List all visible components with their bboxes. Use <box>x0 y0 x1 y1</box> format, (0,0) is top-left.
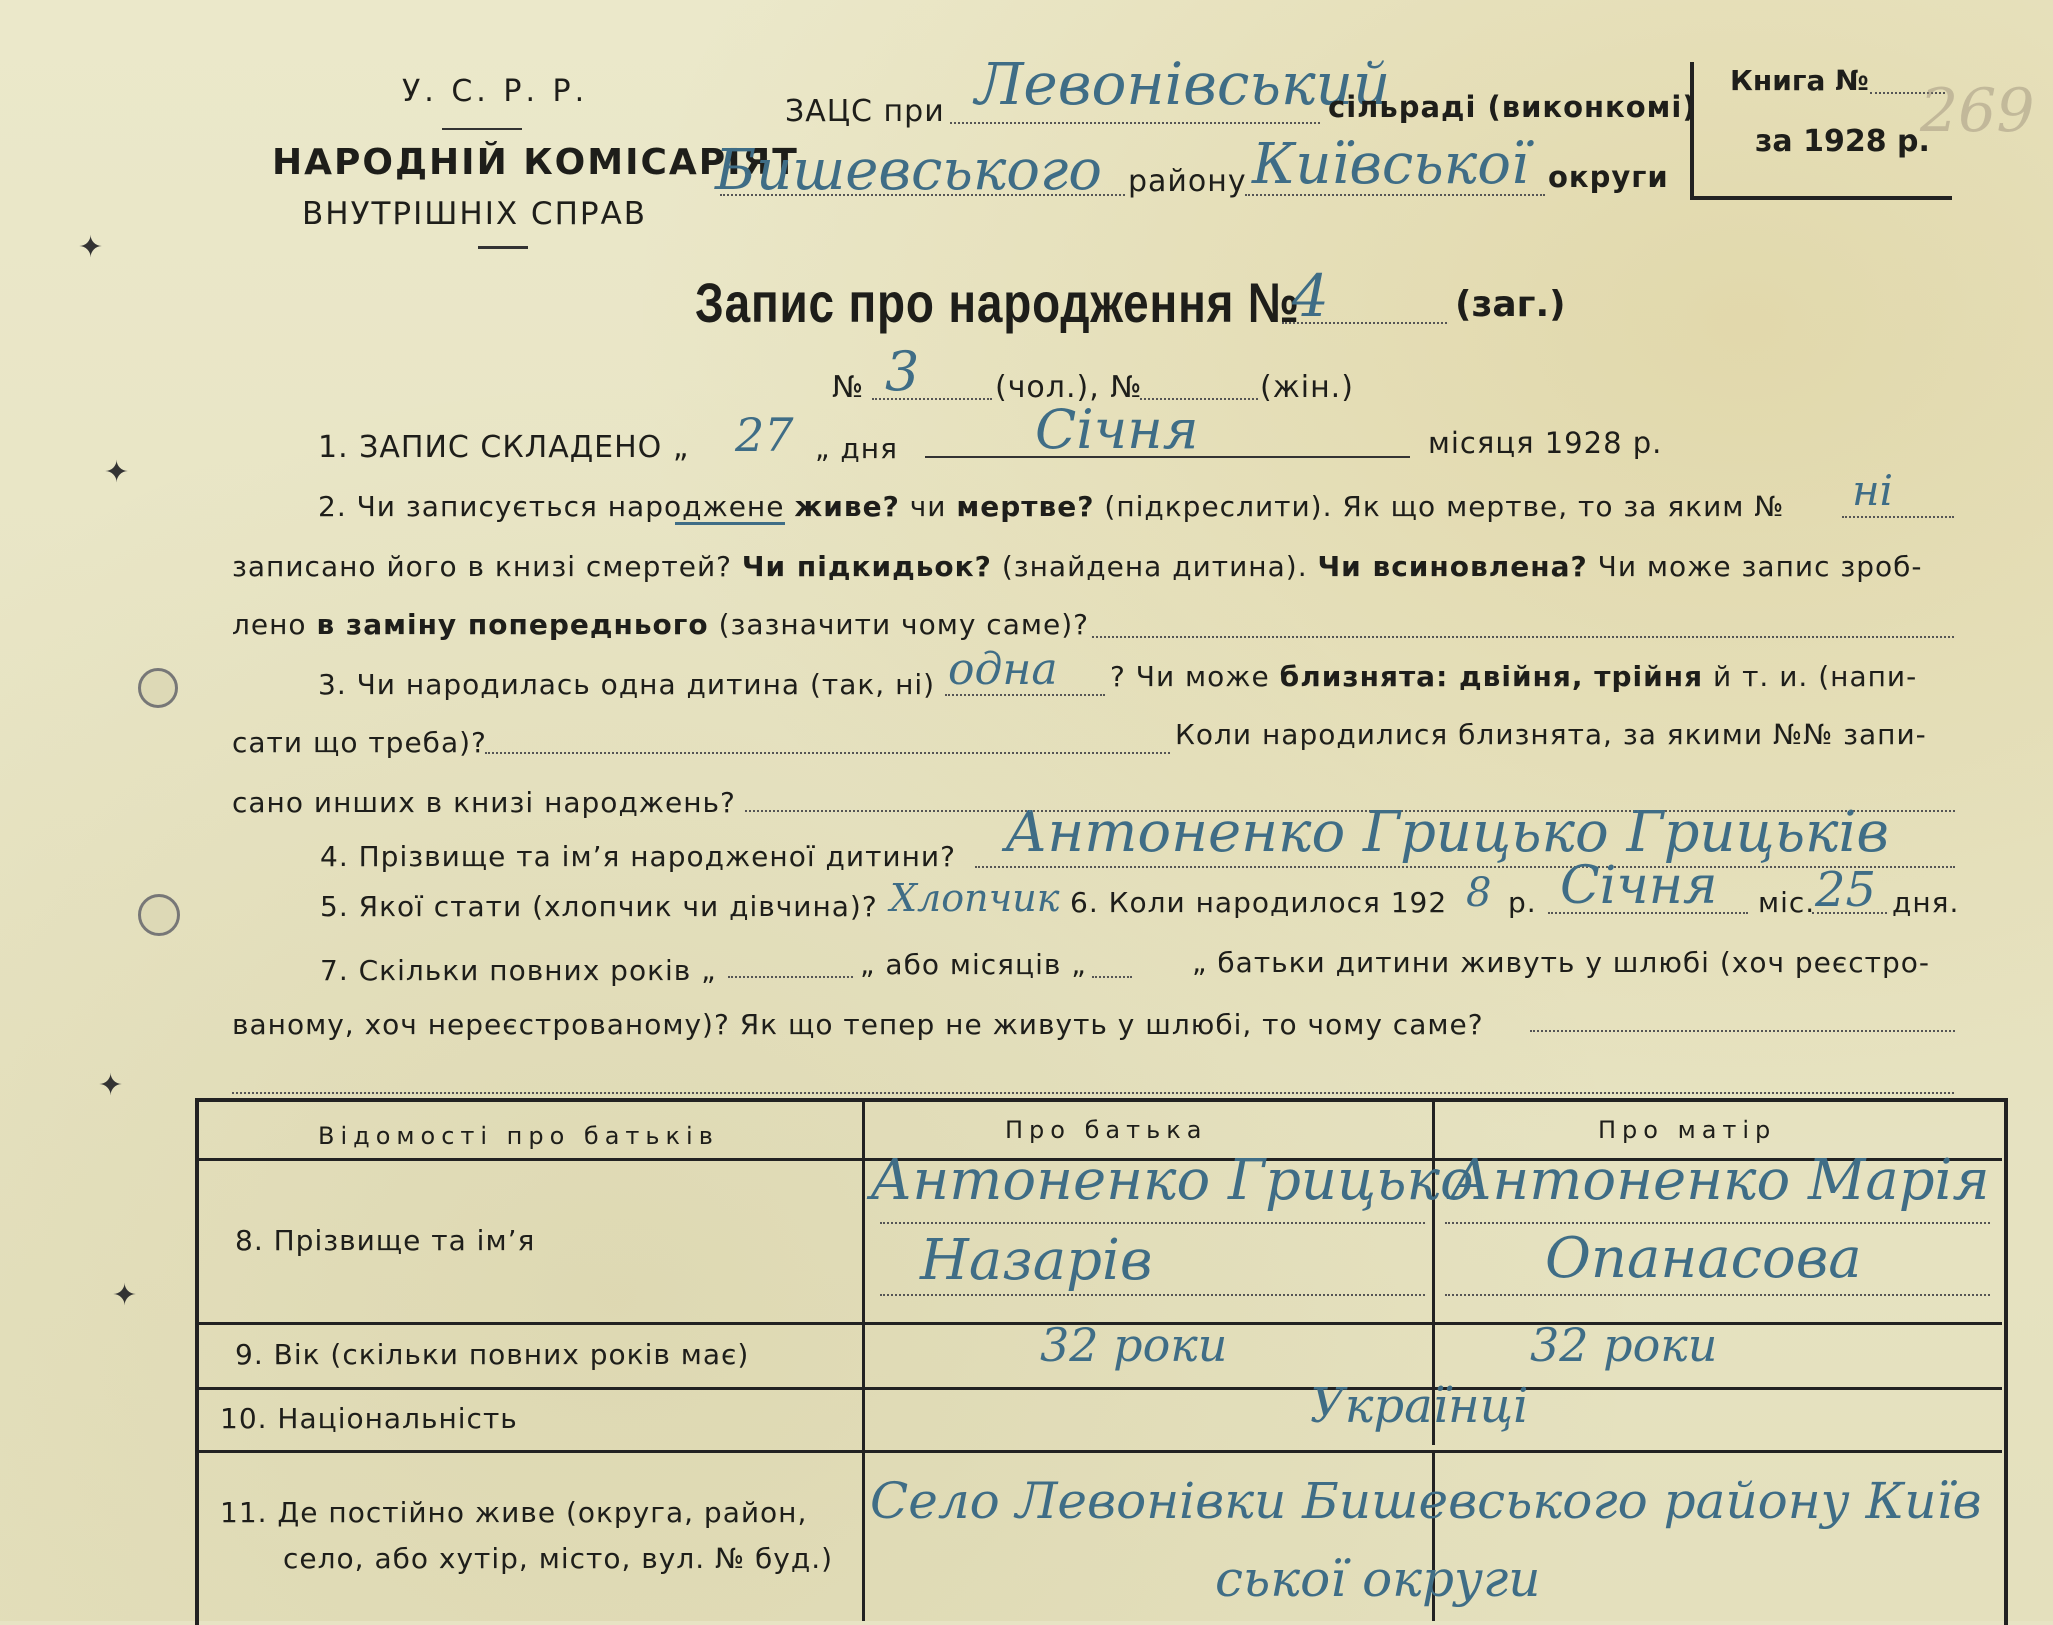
q2-replace: в заміну попереднього <box>316 608 709 641</box>
punch-hole <box>138 894 180 936</box>
row9-mother-handwritten: 32 роки <box>1530 1318 1718 1372</box>
q3-line2-dots <box>485 752 1170 754</box>
q1-month-handwritten: Січня <box>1035 398 1199 461</box>
record-title: Запис про народження № <box>695 271 1300 334</box>
q7-line1c: „ батьки дитини живуть у шлюбі (хоч реєстро- <box>1192 946 1930 979</box>
q1-day-handwritten: 27 <box>735 408 794 462</box>
book-label: Книга № <box>1730 64 1869 97</box>
row11-value-line2-handwritten: ської округи <box>1215 1550 1541 1608</box>
q2-line3 <box>232 608 1089 641</box>
okruha-label: округи <box>1548 160 1669 194</box>
okruha-handwritten: Київської <box>1252 132 1529 197</box>
district-handwritten: Бишевського <box>715 138 1103 203</box>
q7-years-line <box>728 976 853 978</box>
q7-reason-line <box>1530 1030 1955 1032</box>
q7-months-line <box>1092 976 1132 978</box>
row11-value-line1-handwritten: Село Левонівки Бишевського району Київ <box>870 1472 1982 1530</box>
edge-mark: ✦ <box>112 1278 138 1313</box>
punch-hole <box>138 668 178 708</box>
q3-line2b: Коли народилися близнята, за якими №№ запи- <box>1175 718 1927 751</box>
header-rule <box>442 128 522 130</box>
zags-village-line <box>950 122 1320 124</box>
row8-father-line2 <box>880 1294 1425 1296</box>
q3-line1b-group <box>1110 660 1917 693</box>
q7-line1b: „ або місяців „ <box>860 948 1087 981</box>
row8-father-patronymic-handwritten: Назарів <box>920 1228 1153 1293</box>
table-col-divider <box>862 1100 865 1621</box>
table-header-mother: Про матір <box>1598 1116 1777 1144</box>
row8-mother-name-handwritten: Антоненко Марія <box>1450 1148 1990 1213</box>
row8-mother-line2 <box>1445 1294 1990 1296</box>
table-header-info: Відомості про батьків <box>318 1122 719 1150</box>
q3-answer-handwritten: одна <box>948 644 1058 695</box>
q4-answer-handwritten: Антоненко Грицько Грицьків <box>1005 800 1889 865</box>
table-header-father: Про батька <box>1005 1116 1208 1144</box>
q6-day-handwritten: 25 <box>1815 862 1877 918</box>
republic-label: У. С. Р. Р. <box>402 74 589 109</box>
row11-label-2: село, або хутір, місто, вул. № буд.) <box>283 1542 834 1575</box>
q2-line3b: (зазначити чому саме)? <box>718 608 1089 641</box>
q4-label: 4. Прізвище та ім’я народженої дитини? <box>320 840 956 873</box>
q2-line3a: лено <box>232 608 307 641</box>
q7-line1a: 7. Скільки повних років „ <box>320 954 717 987</box>
row9-father-handwritten: 32 роки <box>1040 1318 1228 1372</box>
q2-answer-line <box>1842 516 1954 518</box>
header-rule <box>478 246 528 249</box>
row9-label: 9. Вік (скільки повних років має) <box>235 1338 750 1371</box>
q1-prefix: 1. ЗАПИС СКЛАДЕНО „ <box>318 430 690 465</box>
q3-line1c: й т. и. (напи- <box>1713 660 1918 693</box>
male-label: (чол.), № <box>995 370 1143 405</box>
row8-mother-patronymic-handwritten: Опанасова <box>1545 1226 1862 1291</box>
q3-line1b: ? Чи може <box>1110 660 1270 693</box>
q5-label: 5. Якої стати (хлопчик чи дівчина)? <box>320 890 878 923</box>
row8-label: 8. Прізвище та ім’я <box>235 1224 536 1257</box>
q3-answer-line <box>945 694 1105 696</box>
q6-year-handwritten: 8 <box>1466 870 1492 916</box>
male-number-handwritten: 3 <box>885 340 920 403</box>
q3-line1a: 3. Чи народилась одна дитина (так, ні) <box>318 668 936 701</box>
q2-foundling: Чи підкидьок? <box>741 550 992 583</box>
row8-father-line1 <box>880 1222 1425 1224</box>
table-row-divider <box>197 1450 2002 1453</box>
edge-mark: ✦ <box>104 455 130 490</box>
edge-mark: ✦ <box>98 1068 124 1103</box>
q2-reason-line <box>1092 636 1954 638</box>
q2-line2b: (знайдена дитина). <box>1001 550 1308 583</box>
q2-alive: живе? <box>794 490 900 523</box>
q2-answer-handwritten: ні <box>1852 466 1894 515</box>
commissariat-line-2: ВНУТРІШНІХ СПРАВ <box>302 196 648 232</box>
record-number-handwritten: 4 <box>1292 262 1329 330</box>
row10-label: 10. Національність <box>220 1402 518 1435</box>
q6-month-handwritten: Січня <box>1560 856 1718 916</box>
table-row-divider <box>197 1387 2002 1390</box>
q2-underline-handwritten <box>675 522 785 525</box>
q3-twins: близнята: двійня, трійня <box>1279 660 1704 693</box>
q3-line3: сано инших в книзі народжень? <box>232 786 736 819</box>
zags-suffix: сільраді (виконкомі) <box>1328 90 1697 124</box>
district-label: району <box>1128 164 1247 199</box>
zags-prefix: ЗАЦС при <box>785 94 945 129</box>
q3-line2a: сати що треба)? <box>232 726 487 759</box>
q2-line1-text: 2. Чи записується народжене <box>318 490 785 523</box>
q2-line1 <box>318 490 1784 523</box>
record-general-label: (заг.) <box>1455 284 1566 325</box>
q1-suffix: місяця 1928 р. <box>1428 426 1663 460</box>
row8-father-name-handwritten: Антоненко Грицько <box>870 1148 1474 1213</box>
q2-adopted: Чи всиновлена? <box>1317 550 1588 583</box>
edge-mark: ✦ <box>78 230 104 265</box>
q2-rest: (підкреслити). Як що мертве, то за яким № <box>1104 490 1785 523</box>
book-year: за 1928 р. <box>1755 124 1930 159</box>
q5-answer-handwritten: Хлопчик <box>890 876 1060 920</box>
q4-answer-line <box>975 866 1955 868</box>
q2-or: чи <box>909 490 947 523</box>
q7-line2: ваному, хоч нереєстрованому)? Як що тепер не живуть у шлюбі, то чому саме? <box>232 1008 1484 1041</box>
q6-year-label: р. <box>1508 886 1537 919</box>
q2-dead: мертве? <box>956 490 1095 523</box>
q1-day-label: „ дня <box>815 432 898 465</box>
archive-number-stamp: 269 <box>1920 76 2035 146</box>
q6-label: 6. Коли народилося 192 <box>1070 886 1448 919</box>
row11-label-1: 11. Де постійно живе (округа, район, <box>220 1496 808 1529</box>
q6-day-label: дня. <box>1892 886 1960 919</box>
zags-village-handwritten: Левонівський <box>975 50 1391 118</box>
q2-line2c: Чи може запис зроб- <box>1597 550 1923 583</box>
q6-month-label: міс. <box>1758 886 1816 919</box>
male-number-prefix: № <box>832 370 865 405</box>
commissariat-line-1: НАРОДНІЙ КОМІСАРІЯТ <box>272 142 799 183</box>
row10-value-handwritten: Українці <box>1310 1378 1529 1434</box>
q7-extra-line <box>232 1092 1954 1094</box>
row8-mother-line1 <box>1445 1222 1990 1224</box>
q2-line2a: записано його в книзі смертей? <box>232 550 733 583</box>
q2-line2 <box>232 550 1923 583</box>
female-label: (жін.) <box>1260 370 1354 405</box>
